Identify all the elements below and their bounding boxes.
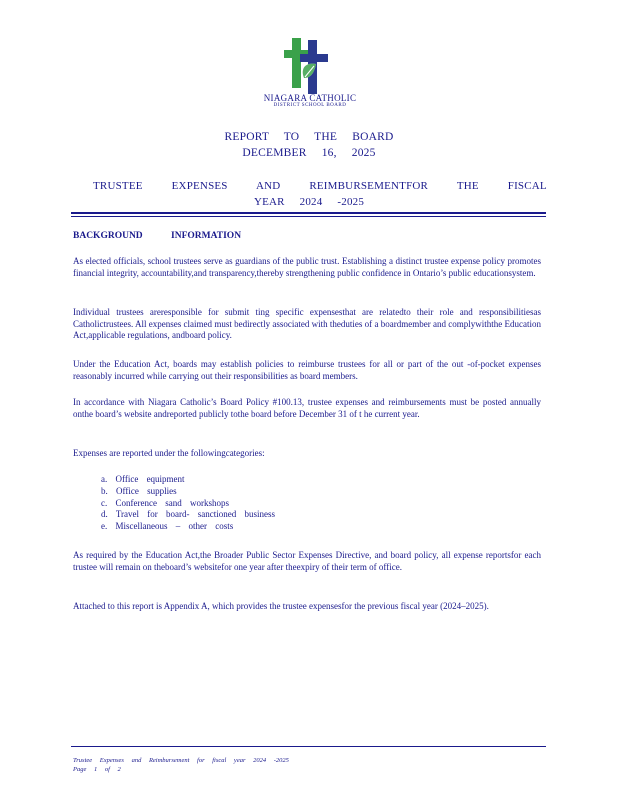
list-item: d. Travel for board- sanctioned business <box>101 509 275 520</box>
paragraph-5: Expenses are reported under the followingcategories: <box>73 448 265 458</box>
footer-title: Trustee Expenses and Reimbursement for fiscal year 2024 -2025 <box>73 757 289 764</box>
report-title: REPORT TO THE BOARD <box>224 131 394 143</box>
report-heading-line1: TRUSTEE EXPENSES AND REIMBURSEMENTFOR THE FISCAL <box>93 180 547 192</box>
list-item: e. Miscellaneous – other costs <box>101 521 234 532</box>
list-item: c. Conference sand workshops <box>101 497 229 508</box>
paragraph-7: Attached to this report is Appendix A, which provides the trustee expensesfor the previous fiscal year (2024–2025). <box>73 601 489 611</box>
paragraph-1: As elected officials, school trustees serve as guardians of the public trust. Establishing a distinct trustee expense policy promotes financial integrity, accountability,and transparency,thereby strengthening public confidence in Ontario’s public educationsystem. <box>73 256 541 278</box>
paragraph-2: Individual trustees areresponsible for submit ting specific expensesthat are relatedto their role and responsibilitiesas Catholictrustees. All expenses claimed must bedirectly associated with theduties of a boardmember and complywiththe Education Act,applicable regulations, andboard policy. <box>73 307 541 341</box>
report-heading-line2: YEAR 2024 -2025 <box>253 196 365 208</box>
paragraph-6: As required by the Education Act,the Broader Public Sector Expenses Directive, and board policy, all expense reportsfor each trustee will remain on theboard’s websitefor one year after theexpiry of their term of office. <box>73 550 541 572</box>
footer-divider <box>71 746 546 747</box>
section-title: BACKGROUND INFORMATION <box>73 231 242 241</box>
paragraph-3: Under the Education Act, boards may establish policies to reimburse trustees for all or part of the out -of-pocket expenses reasonably incurred while carrying out their responsibilities as board members. <box>73 359 541 381</box>
list-item: b. Office supplies <box>101 485 177 496</box>
report-date: DECEMBER 16, 2025 <box>242 147 376 159</box>
categories-list <box>101 474 275 533</box>
footer-page-number: Page 1 of 2 <box>73 766 121 773</box>
heading-divider-thin <box>71 216 546 217</box>
logo-name: NIAGARA CATHOLIC <box>263 93 357 103</box>
logo-subtitle: DISTRICT SCHOOL BOARD <box>273 103 347 108</box>
heading-divider <box>71 212 546 214</box>
list-item: a. Office equipment <box>101 474 185 484</box>
paragraph-4: In accordance with Niagara Catholic’s Board Policy #100.13, trustee expenses and reimbursements must be posted annually onthe board’s website andreported publicly tothe board before December 31 of t he current year. <box>73 397 541 419</box>
